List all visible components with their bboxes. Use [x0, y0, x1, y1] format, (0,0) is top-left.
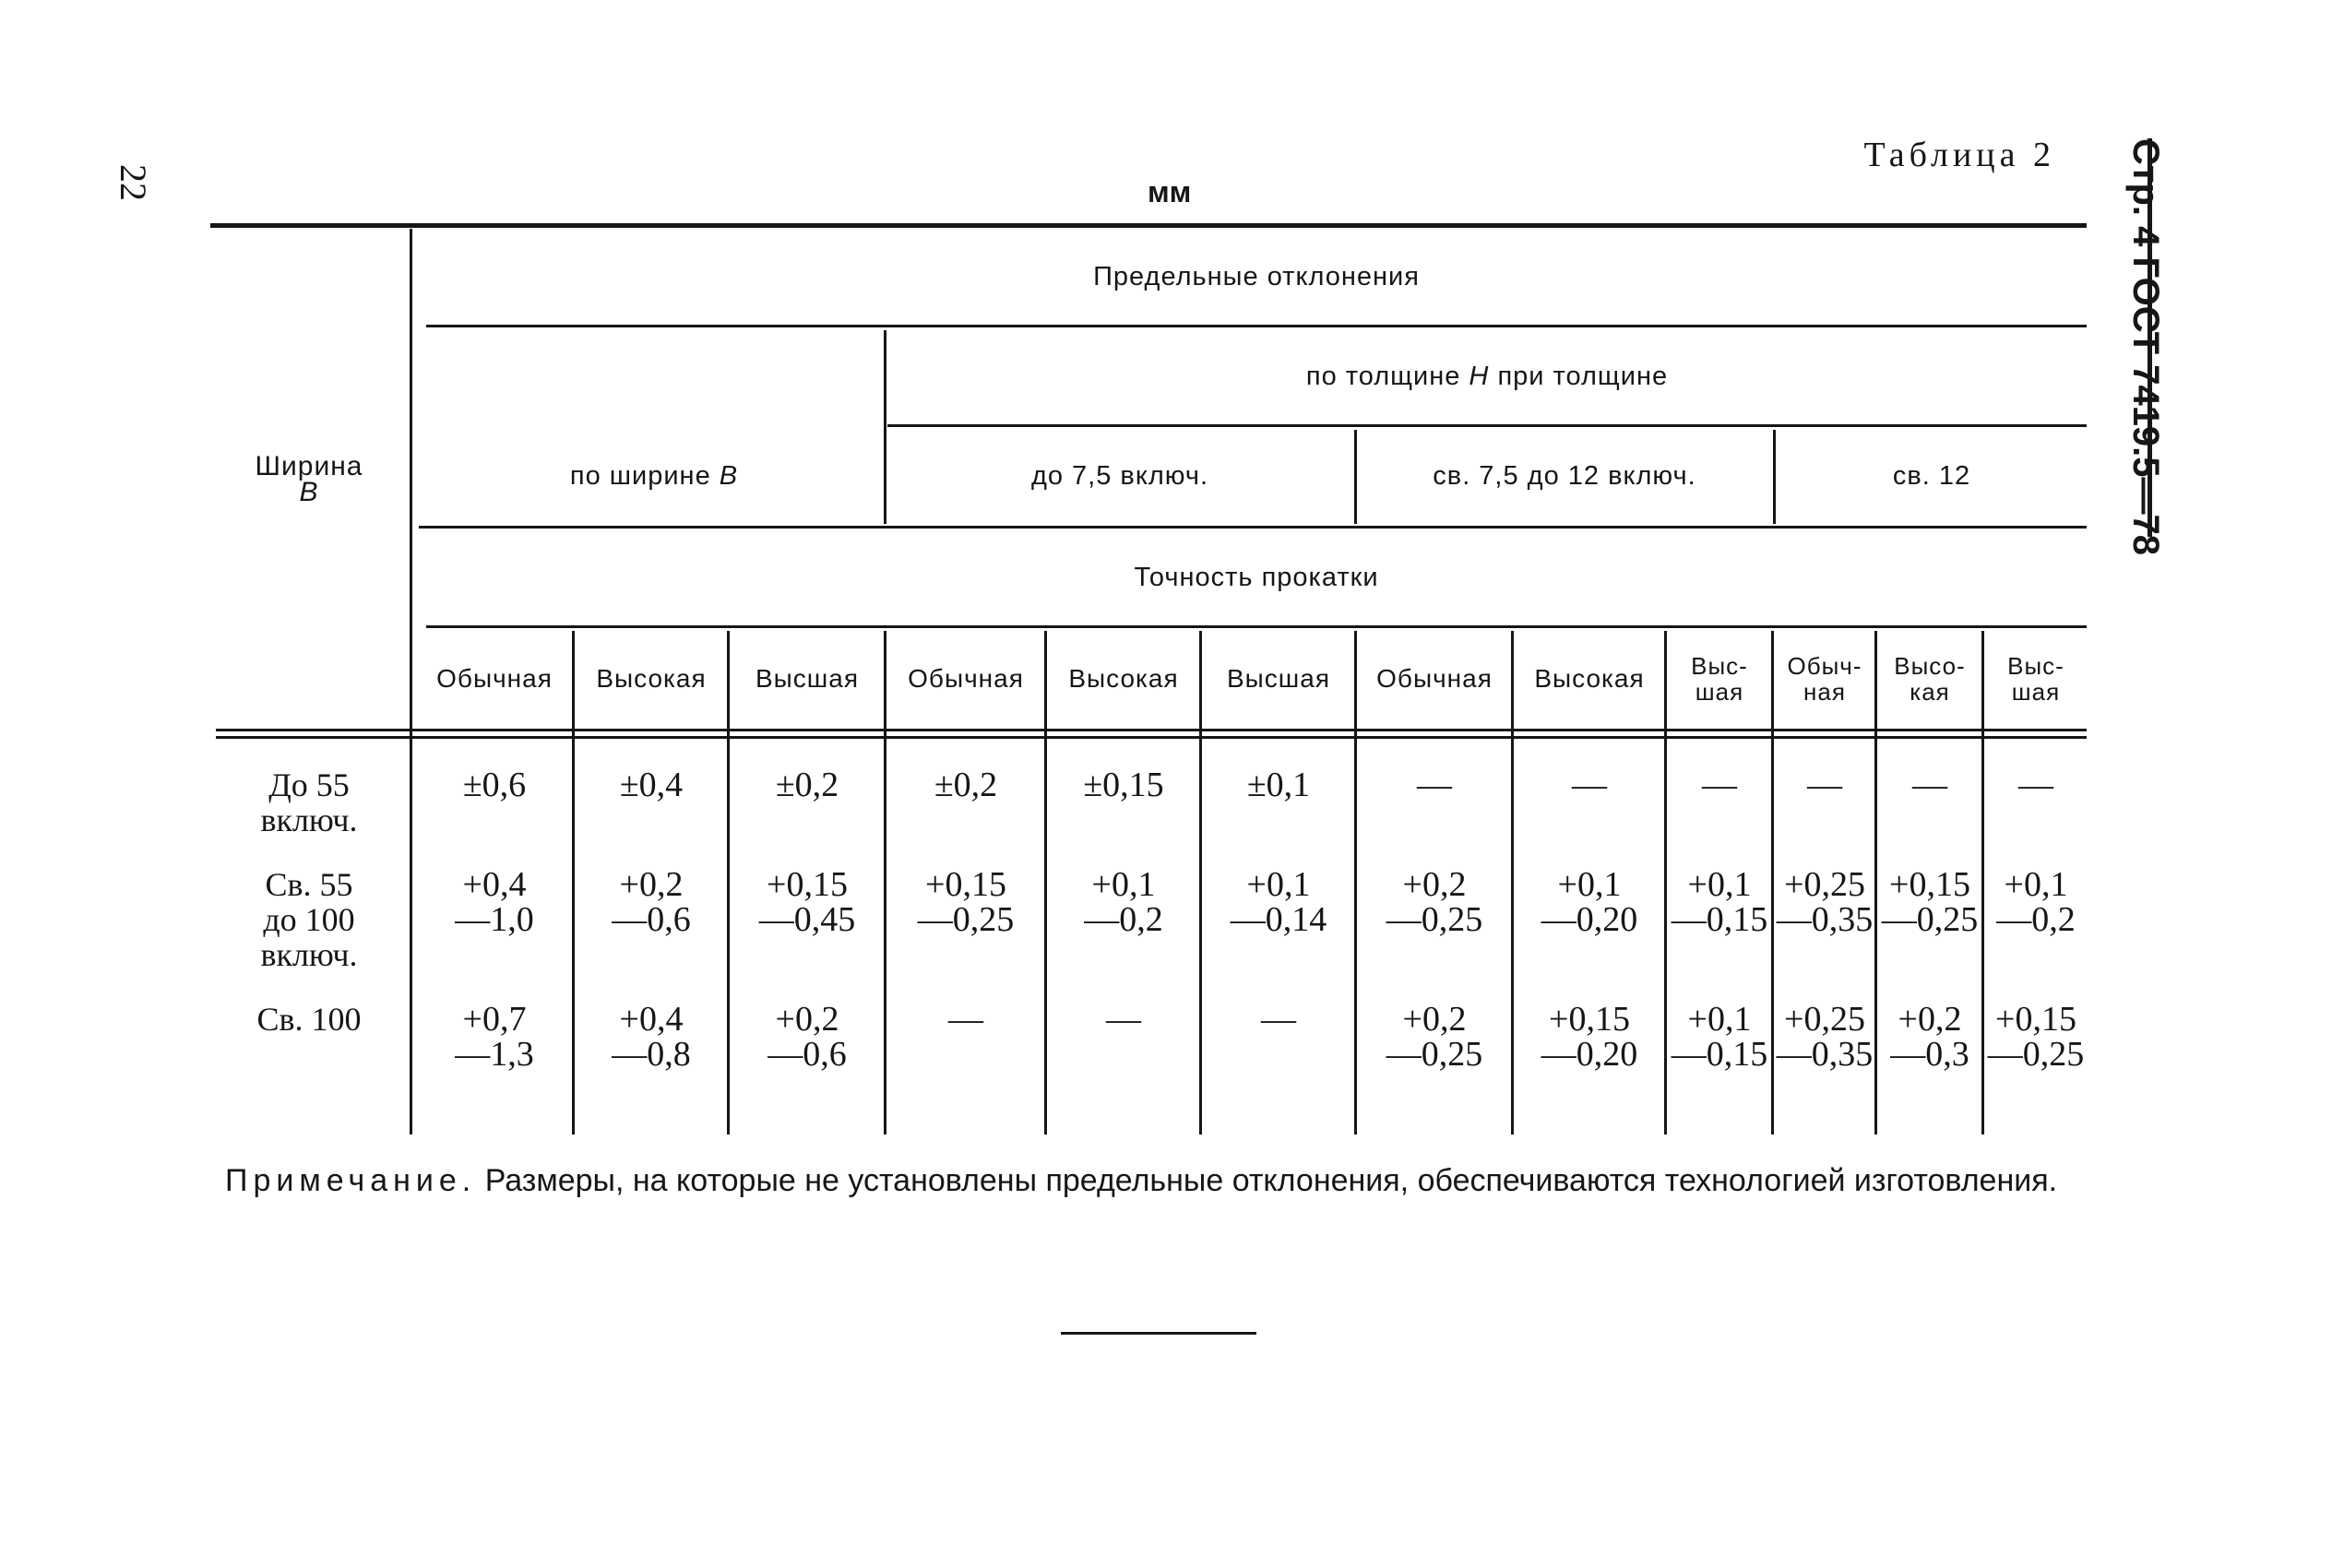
table-cell: [1358, 1002, 1511, 1072]
column-header-line: Высшая: [1227, 664, 1330, 693]
by-width-header: [426, 430, 882, 522]
table-cell: [731, 867, 884, 937]
table-cell: [1775, 767, 1874, 802]
note: [225, 1164, 2098, 1197]
column-divider: [572, 631, 575, 1134]
cell-value: +0,15: [767, 865, 848, 904]
cell-value: —0,8: [612, 1035, 691, 1074]
cell-value: +0,15: [1549, 1000, 1630, 1039]
rule-under-accuracy: [426, 625, 2087, 628]
cell-value: —0,35: [1776, 900, 1874, 939]
column-divider: [1981, 631, 1984, 1134]
cell-value: —0,25: [917, 900, 1015, 939]
cell-value: +0,1: [2004, 865, 2068, 904]
cell-value: —0,25: [1386, 900, 1483, 939]
by-thickness-var: H: [1469, 361, 1490, 391]
table-title: Таблица 2: [1863, 136, 2055, 174]
cell-value: +0,1: [1687, 1000, 1752, 1039]
cell-value: —0,6: [767, 1035, 847, 1074]
table-cell: [576, 767, 727, 802]
cell-value: +0,2: [619, 865, 684, 904]
column-header-line: Выс-: [2007, 652, 2064, 680]
column-header: [1878, 631, 1981, 727]
table-cell: [1775, 867, 1874, 937]
by-thickness-post: при толщине: [1497, 361, 1669, 391]
table-cell: [576, 867, 727, 937]
column-divider: [884, 631, 886, 1134]
row-label-line: Св. 100: [256, 1001, 362, 1038]
table-cell: [1515, 767, 1664, 802]
cell-value: —: [1106, 1000, 1141, 1039]
cell-value: +0,1: [1687, 865, 1752, 904]
column-divider: [1664, 631, 1667, 1134]
row-label-line: включ.: [260, 802, 358, 838]
table-cell: [887, 867, 1044, 937]
row-label-line: включ.: [260, 936, 358, 973]
cell-value: +0,2: [775, 1000, 839, 1039]
table-cell: [1668, 1002, 1771, 1072]
row-label-divider: [410, 229, 412, 1134]
cell-value: ±0,6: [462, 766, 527, 804]
column-header-line: Обычная: [908, 664, 1024, 693]
column-header: [1668, 631, 1771, 727]
side-header: Стр. 4 ГОСТ 7419.5—78: [2125, 138, 2166, 556]
cell-value: —: [1702, 766, 1737, 804]
rule-under-deviations: [426, 325, 2087, 327]
column-header: [731, 631, 884, 727]
table-cell: [1878, 1002, 1981, 1072]
table-cell: [1985, 1002, 2087, 1072]
cell-value: ±0,15: [1083, 766, 1164, 804]
column-header-line: Выс-: [1691, 652, 1748, 680]
column-header-line: кая: [1910, 678, 1950, 706]
cell-value: +0,4: [462, 865, 527, 904]
note-lead: Примечание.: [225, 1163, 477, 1198]
header-bottom-rule-1: [216, 729, 2087, 731]
table-cell: [417, 867, 572, 937]
by-thickness-pre: по толщине: [1305, 361, 1461, 391]
accuracy-header: Точность прокатки: [1134, 562, 1379, 592]
deviations-header: Предельные отклонения: [1093, 261, 1420, 291]
table-cell: [1985, 867, 2087, 937]
page-number: 22: [113, 164, 154, 201]
column-divider: [1044, 631, 1047, 1134]
table-cell: [1878, 767, 1981, 802]
column-header: [1775, 631, 1874, 727]
cell-value: —0,35: [1776, 1035, 1874, 1074]
cell-value: +0,1: [1557, 865, 1622, 904]
cell-value: +0,1: [1246, 865, 1311, 904]
by-thickness-header: [887, 330, 2087, 422]
range-divider-1: [1354, 430, 1357, 524]
table-cell: [1048, 867, 1199, 937]
table-cell: [1203, 767, 1354, 802]
row-label-header: [221, 443, 397, 517]
range-header-2: св. 7,5 до 12 включ.: [1433, 460, 1696, 491]
cell-value: —0,2: [1996, 900, 2076, 939]
cell-value: —: [2018, 766, 2053, 804]
cell-value: +0,2: [1898, 1000, 1962, 1039]
cell-value: +0,1: [1091, 865, 1156, 904]
table-cell: [1203, 867, 1354, 937]
unit-label: мм: [1148, 175, 1192, 208]
table-cell: [1775, 1002, 1874, 1072]
table-cell: [1878, 867, 1981, 937]
cell-value: —0,15: [1671, 900, 1768, 939]
cell-value: +0,15: [1889, 865, 1970, 904]
column-divider: [1874, 631, 1877, 1134]
column-header-line: Обычная: [1376, 664, 1493, 693]
table-cell: [1358, 767, 1511, 802]
cell-value: —0,25: [1987, 1035, 2085, 1074]
cell-value: +0,4: [619, 1000, 684, 1039]
table-cell: [1668, 867, 1771, 937]
cell-value: —0,15: [1671, 1035, 1768, 1074]
cell-value: —0,25: [1881, 900, 1979, 939]
table-cell: [417, 767, 572, 802]
column-header-line: шая: [2011, 678, 2061, 706]
cell-value: —0,25: [1386, 1035, 1483, 1074]
column-header-line: Обыч-: [1787, 652, 1862, 680]
cell-value: —0,6: [612, 900, 691, 939]
column-header: [887, 631, 1044, 727]
cell-value: —: [1261, 1000, 1296, 1039]
column-header: [1985, 631, 2087, 727]
cell-value: —: [948, 1000, 983, 1039]
by-width-text: по ширине: [569, 460, 711, 491]
table-cell: [731, 1002, 884, 1072]
column-header-line: Высокая: [596, 664, 707, 693]
cell-value: —: [1417, 766, 1452, 804]
cell-value: ±0,2: [934, 766, 998, 804]
cell-value: —0,20: [1541, 900, 1638, 939]
cell-value: —: [1572, 766, 1607, 804]
cell-value: +0,15: [925, 865, 1006, 904]
table-top-rule: [210, 223, 2087, 228]
cell-value: ±0,1: [1246, 766, 1311, 804]
column-header-line: Высшая: [756, 664, 859, 693]
note-text: Размеры, на которые не установлены предельные отклонения, обеспечиваются технологией изготовления.: [484, 1163, 2058, 1198]
column-divider: [1511, 631, 1514, 1134]
table-cell: [576, 1002, 727, 1072]
table-cell: [887, 1002, 1044, 1037]
row-label: [221, 767, 397, 837]
by-width-var: B: [719, 460, 739, 491]
column-header: [576, 631, 727, 727]
column-header-line: Обычная: [436, 664, 553, 693]
column-header-line: Высокая: [1068, 664, 1179, 693]
column-divider: [1354, 631, 1357, 1134]
table-cell: [1515, 1002, 1664, 1072]
column-divider: [1199, 631, 1202, 1134]
rule-under-ranges: [419, 526, 2087, 529]
table-cell: [1985, 767, 2087, 802]
width-thickness-divider: [884, 330, 886, 524]
column-header: [417, 631, 572, 727]
table-cell: [1048, 767, 1199, 802]
cell-value: —: [1912, 766, 1947, 804]
column-header-line: ная: [1803, 678, 1846, 706]
cell-value: +0,15: [1995, 1000, 2076, 1039]
cell-value: —0,2: [1084, 900, 1163, 939]
row-label-line: Св. 55: [265, 866, 353, 903]
cell-value: +0,2: [1402, 865, 1467, 904]
table-cell: [1358, 867, 1511, 937]
range-header-1: до 7,5 включ.: [1030, 460, 1209, 491]
cell-value: —0,3: [1890, 1035, 1969, 1074]
header-bottom-rule-2: [216, 736, 2087, 739]
cell-value: +0,25: [1784, 1000, 1865, 1039]
column-header-line: Высокая: [1534, 664, 1645, 693]
column-header: [1515, 631, 1664, 727]
table-cell: [731, 767, 884, 802]
table-cell: [1203, 1002, 1354, 1037]
cell-value: +0,2: [1402, 1000, 1467, 1039]
table-cell: [1048, 1002, 1199, 1037]
column-divider: [1771, 631, 1774, 1134]
row-label: [221, 1002, 397, 1037]
cell-value: —: [1807, 766, 1842, 804]
rule-under-thickness: [887, 424, 2087, 427]
column-header: [1358, 631, 1511, 727]
cell-value: ±0,4: [619, 766, 684, 804]
cell-value: +0,25: [1784, 865, 1865, 904]
range-divider-2: [1773, 430, 1776, 524]
cell-value: —0,45: [758, 900, 856, 939]
table-cell: [1515, 867, 1664, 937]
column-header-line: Высо-: [1894, 652, 1966, 680]
column-header: [1203, 631, 1354, 727]
row-label-line: До 55: [268, 766, 350, 803]
table-cell: [417, 1002, 572, 1072]
column-divider: [727, 631, 730, 1134]
table-cell: [887, 767, 1044, 802]
column-header: [1048, 631, 1199, 727]
table-cell: [1668, 767, 1771, 802]
cell-value: ±0,2: [775, 766, 839, 804]
row-label: [221, 867, 397, 972]
cell-value: +0,7: [462, 1000, 527, 1039]
cell-value: —1,0: [455, 900, 534, 939]
cell-value: —0,20: [1541, 1035, 1638, 1074]
bottom-rule: [1061, 1332, 1256, 1335]
column-header-line: шая: [1695, 678, 1744, 706]
row-label-line: до 100: [263, 901, 355, 938]
range-header-3: св. 12: [1892, 460, 1971, 491]
row-label-header-var: B: [299, 477, 319, 507]
cell-value: —0,14: [1230, 900, 1327, 939]
cell-value: —1,3: [455, 1035, 534, 1074]
row-label-header-text: Ширина: [255, 451, 363, 481]
